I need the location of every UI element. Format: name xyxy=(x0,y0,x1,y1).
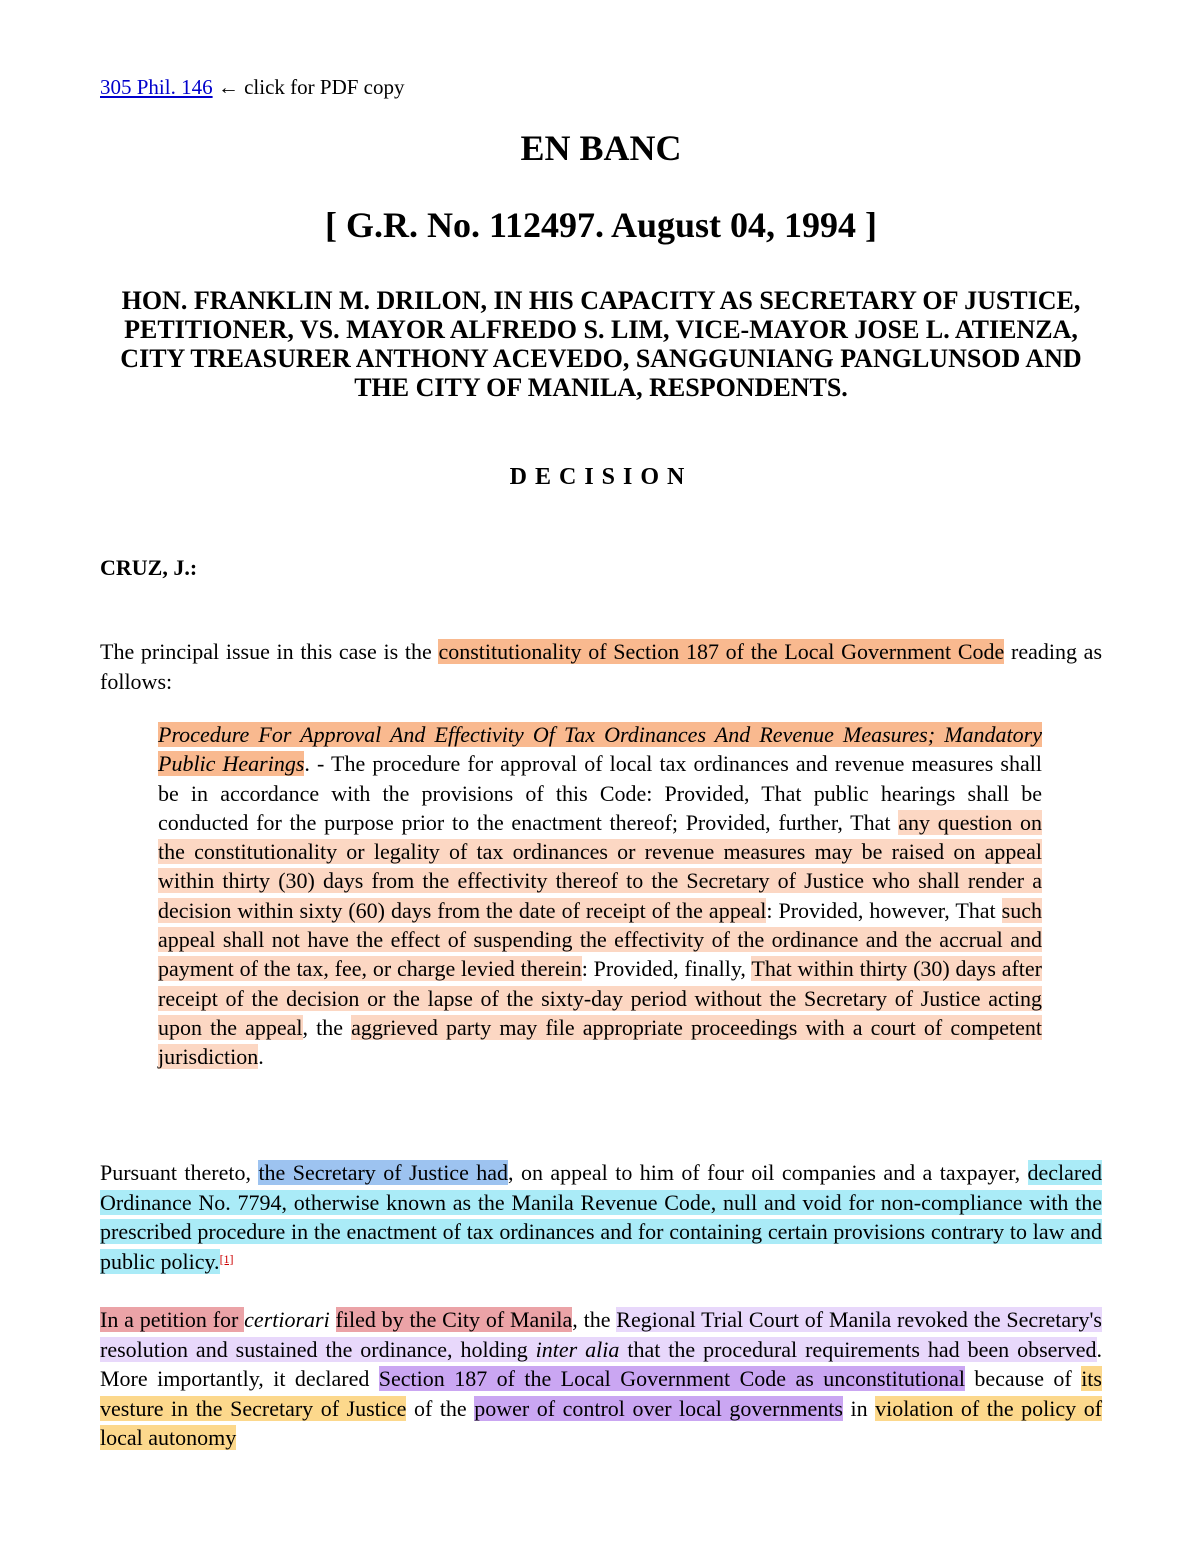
highlight-lavender: Regional Trial Court of Manila revoked the Secretary's resolution and sustained the ordinance, holding xyxy=(100,1307,1102,1362)
text-segment xyxy=(330,1307,336,1332)
highlight-peach: That within thirty (30) days after receipt of the decision or the lapse of the sixty-day period without the Secretary of Justice acting upon the appeal xyxy=(158,956,1043,1040)
text-segment: . More importantly, it declared xyxy=(100,1336,1103,1392)
text-segment: because of xyxy=(964,1366,1082,1392)
highlight-orange: Procedure For Approval And Effectivity Of Tax Ordinances And Revenue Measures; Mandatory Public Hearings xyxy=(158,722,1042,777)
ponente: CRUZ, J.: xyxy=(100,555,198,580)
highlight-peach: aggrieved party may file appropriate proceedings with a court of competent jurisdiction xyxy=(158,1014,1042,1070)
citation-suffix: ← click for PDF copy xyxy=(217,75,405,99)
paragraph-2 xyxy=(100,1158,1102,1276)
highlight-purple: Section 187 of the Local Government Code as unconstitutional xyxy=(378,1366,965,1392)
text-segment: . xyxy=(258,1044,264,1070)
text-segment: of the xyxy=(406,1395,475,1421)
text-segment: , the xyxy=(572,1307,617,1332)
quoted-provision xyxy=(158,720,1042,1072)
court-division: EN BANC xyxy=(520,128,682,168)
text-segment: reading as follows: xyxy=(100,639,1103,694)
highlight-peach: any question on the constitutionality or legality of tax ordinances or revenue measures may be raised on appeal within thirty (30) days from the effectivity thereof to the Secretary of Justice who shall render a decision within sixty (60) days from the date of receipt of the appeal xyxy=(158,809,1042,923)
highlight-peach: such appeal shall not have the effect of suspending the effectivity of the ordinance and the accrual and payment of the tax, fee, or charge levied therein xyxy=(158,897,1042,982)
highlight-red: In a petition for xyxy=(100,1307,245,1332)
text-segment: : Provided, however, That xyxy=(766,897,1002,923)
highlight-purple: power of control over local governments xyxy=(474,1395,843,1421)
footnote-link[interactable]: [1] xyxy=(219,1251,234,1266)
highlight-lavender-italic: inter alia xyxy=(535,1336,620,1362)
text-segment: : Provided, finally, xyxy=(581,956,752,982)
text-segment-italic: certiorari xyxy=(244,1307,330,1332)
highlight-yellow: violation of the policy of local autonomy xyxy=(100,1395,1103,1451)
citation-pdf-link[interactable]: 305 Phil. 146 xyxy=(100,75,213,99)
highlight-yellow: its vesture in the Secretary of Justice xyxy=(100,1366,1102,1421)
case-parties: HON. FRANKLIN M. DRILON, IN HIS CAPACITY AS SECRETARY OF JUSTICE, PETITIONER, VS. MAYOR ALFREDO S. LIM, VICE-MAYOR JOSE L. ATIENZA, CITY TREASURER ANTHONY ACEVEDO, SANGGUNIANG PANGLUNSOD AND THE CITY OF MANILA, RESPONDENTS. xyxy=(120,286,1082,402)
text-segment: Pursuant thereto, xyxy=(100,1160,259,1185)
case-number: [ G.R. No. 112497. August 04, 1994 ] xyxy=(324,205,878,245)
text-segment: The principal issue in this case is the xyxy=(100,639,439,664)
decision-heading: DECISION xyxy=(509,464,693,490)
highlight-orange: constitutionality of Section 187 of the Local Government Code xyxy=(438,639,1005,664)
highlight-blue: the Secretary of Justice had xyxy=(258,1160,509,1185)
highlight-red: filed by the City of Manila xyxy=(335,1307,573,1332)
text-segment: , the xyxy=(302,1014,352,1040)
highlight-cyan: declared Ordinance No. 7794, otherwise known as the Manila Revenue Code, null and void for non-compliance with the prescribed procedure in the enactment of tax ordinances and for containing certain provisions contrary to law and public policy. xyxy=(100,1160,1102,1274)
highlight-lavender: that the procedural requirements had been observed xyxy=(619,1336,1097,1362)
text-segment: . - The procedure for approval of local tax ordinances and revenue measures shall be in accordance with the provisions of this Code: Provided, That public hearings shall be conducted for the purpose prior to the enactment thereof; Provided, further, That xyxy=(158,751,1042,835)
text-segment: , on appeal to him of four oil companies and a taxpayer, xyxy=(508,1160,1028,1185)
footnote-marker xyxy=(220,1252,234,1266)
text-segment: in xyxy=(843,1395,876,1421)
citation-line xyxy=(100,73,405,101)
paragraph-3 xyxy=(100,1305,1102,1453)
paragraph-1 xyxy=(100,637,1102,696)
